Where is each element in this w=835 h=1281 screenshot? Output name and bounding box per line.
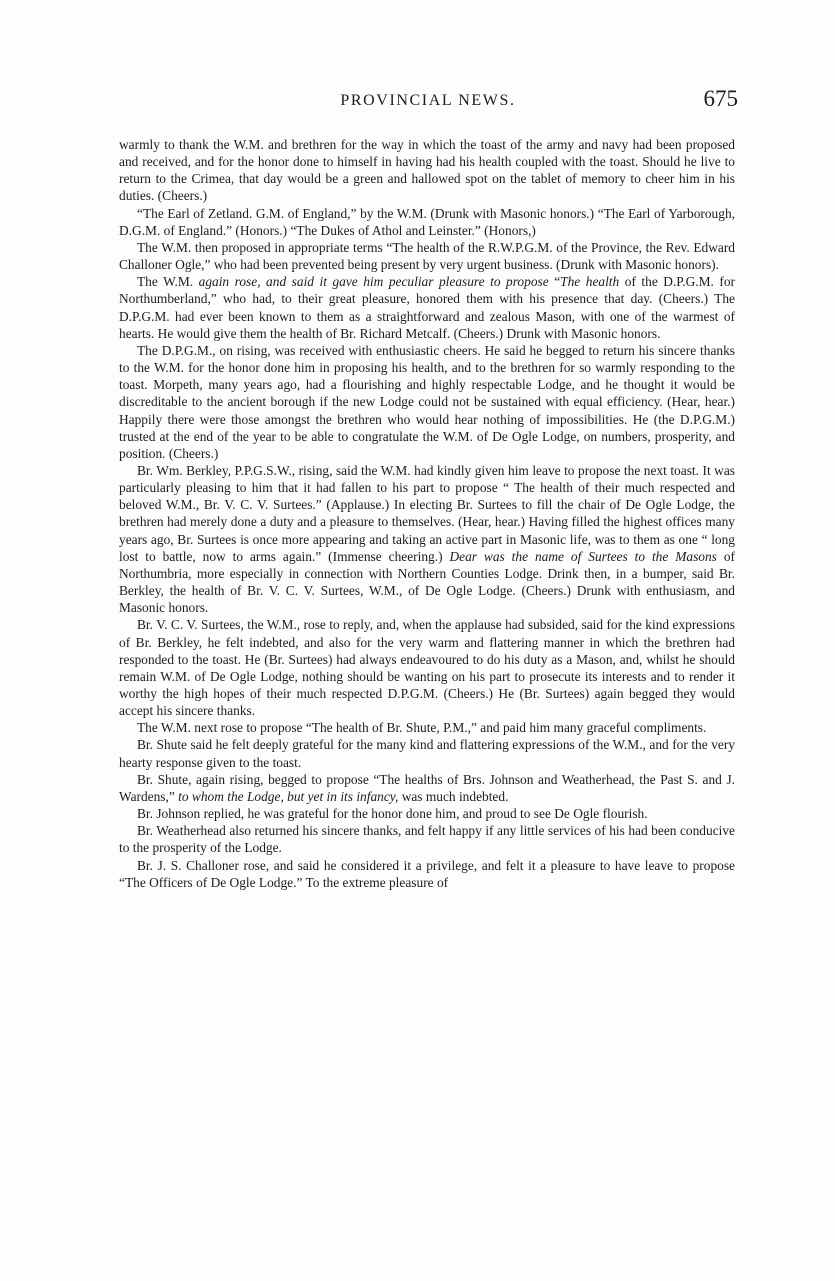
text-run: “The Earl of Zetland. G.M. of England,” by the W.M. (Drunk with Masonic honors.) “The Earl of Yarborough, D.G.M. of England.” (Honors.) “The Dukes of Athol and Leinster.” (Honors,) [119, 205, 735, 238]
paragraph [119, 822, 735, 856]
text-run: of the D.P.G.M. for Northumberland,” who had, to their great pleasure, honored them with his presence that day. (Cheers.) The D.P.G.M. had ever been known to them as a straightforward and zealous Mason, with one of the warmest of hearts. He would give them the health of Br. Richard Metcalf. (Cheers.) Drunk with Masonic honors. [119, 274, 736, 341]
text-run: Br. Shute said he felt deeply grateful for the many kind and flattering expressions of the W.M., and for the very hearty response given to the toast. [119, 737, 735, 770]
paragraph [119, 342, 735, 462]
text-run: The D.P.G.M., on rising, was received with enthusiastic cheers. He said he begged to return his sincere thanks to the W.M. for the honor done him in proposing his health, and to the brethren for so warmly responding to the toast. Morpeth, many years ago, had a flourishing and highly respectable Lodge, and he thought it would be discreditable to the ancient borough if the new Lodge could not be sustained with equal efficiency. (Hear, hear.) Happily there were those amongst the brethren who would hear nothing of impossibilities. He (the D.P.G.M.) trusted at the end of the year to be able to congratulate the W.M. of De Ogle Lodge, on numbers, prosperity, and position. (Cheers.) [119, 342, 735, 461]
text-run: Br. Weatherhead also returned his sincere thanks, and felt happy if any little services of his had been conducive to the prosperity of the Lodge. [119, 823, 735, 856]
text-run: Br. Johnson replied, he was grateful for the honor done him, and proud to see De Ogle flourish. [137, 806, 648, 822]
text-run: was much indebted. [398, 788, 509, 804]
text-run: of Northumbria, more especially in connection with Northern Counties Lodge. Drink then, in a bumper, said Br. Berkley, the health of Br. V. C. V. Surtees, W.M., of De Ogle Lodge. (Cheers.) Drunk with enthusiasm, and Masonic honors. [119, 548, 735, 616]
text-run: Br. V. C. V. Surtees, the W.M., rose to reply, and, when the applause had subsided, said for the kind expressions of Br. Berkley, he felt indebted, and also for the very warm and flattering manner in which the brethren had responded to the toast. He (Br. Surtees) had always endeavoured to do his duty as a Mason, and, whilst he should remain W.M. of De Ogle Lodge, nothing should be wanting on his part to prosecute its interests and to render it worthy the high hopes of their much respected D.P.G.M. (Cheers.) He (Br. Surtees) again begged they would accept his sincere thanks. [119, 617, 735, 719]
paragraph [119, 719, 735, 736]
text-run: Br. Shute, again rising, begged to propose “The healths of Brs. Johnson and Weatherhead, the Past S. and J. Wardens,” [119, 771, 735, 804]
paragraph [119, 205, 735, 239]
page-number: 675 [703, 86, 738, 111]
text-run: The W.M. next rose to propose “The health of Br. Shute, P.M.,” and paid him many graceful compliments. [137, 720, 707, 736]
paragraph [119, 771, 735, 805]
article-body [119, 136, 735, 891]
text-run: Br. J. S. Challoner rose, and said he considered it a privilege, and felt it a pleasure to have leave to propose “The Officers of De Ogle Lodge.” To the extreme pleasure of [119, 857, 735, 890]
italic-text: Dear was the name of Surtees to the Masons [449, 548, 717, 564]
running-head: PROVINCIAL NEWS. [340, 92, 516, 109]
paragraph [119, 239, 735, 273]
paragraph [119, 273, 735, 342]
paragraph [119, 736, 735, 770]
italic-text: to whom the Lodge, but yet in its infancy, [178, 788, 399, 804]
paragraph [119, 805, 735, 822]
text-run: Br. Wm. Berkley, P.P.G.S.W., rising, said the W.M. had kindly given him leave to propose the next toast. It was particularly pleasing to him that it had fallen to his part to propose “ The health of their much respected and beloved W.M., Br. V. C. V. Surtees.” (Applause.) In electing Br. Surtees to fill the chair of De Ogle Lodge, the brethren had merely done a duty and a pleasure to themselves. (Hear, hear.) Having filled the highest offices many years ago, Br. Surtees is once more appearing and taking an active part in Masonic life, was to them as one “ long lost to battle, now to arms again.” (Immense cheering.) [119, 462, 735, 564]
text-run: “ [548, 274, 561, 290]
paragraph [119, 136, 735, 205]
paragraph [119, 616, 735, 719]
paragraph [119, 462, 735, 616]
text-run: warmly to thank the W.M. and brethren for the way in which the toast of the army and navy had been proposed and received, and for the honor done to himself in having had his health coupled with the toast. Should he live to return to the Crimea, that day would be a green and hallowed spot on the tablet of memory to cheer him in his duties. (Cheers.) [119, 137, 735, 204]
italic-text: again rose, and said it gave him peculiar pleasure to propose [198, 274, 549, 290]
text-run: The W.M. then proposed in appropriate terms “The health of the R.W.P.G.M. of the Province, the Rev. Edward Challoner Ogle,” who had been prevented being present by very urgent business. (Drunk with Masonic honors). [119, 239, 735, 273]
text-run: The W.M. [137, 274, 199, 290]
paragraph [119, 857, 735, 891]
page-header [118, 86, 738, 116]
italic-text: The health [560, 274, 620, 290]
